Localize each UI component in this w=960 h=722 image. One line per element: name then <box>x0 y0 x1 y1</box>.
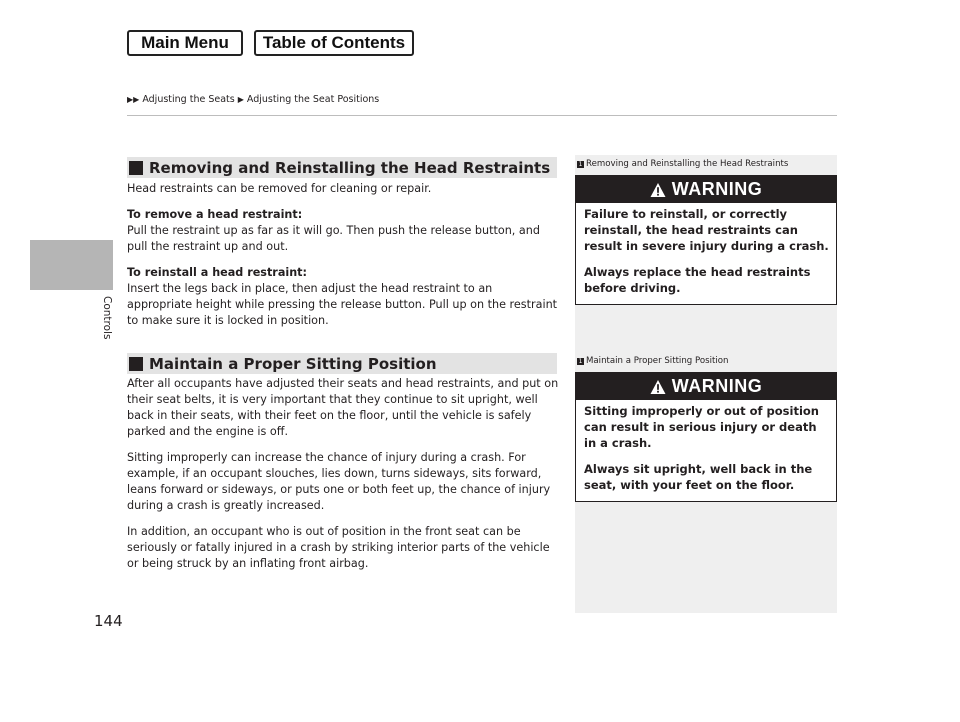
paragraph: Insert the legs back in place, then adjust the head restraint to an appropriate height while pressing the release button. Pull up on the restraint to make sure it is locked in position. <box>127 282 558 327</box>
section-heading <box>127 157 557 178</box>
square-bullet-icon <box>129 161 143 175</box>
note-title <box>577 159 788 169</box>
spacer <box>584 451 830 461</box>
warning-label: WARNING <box>671 179 763 199</box>
warning-text <box>576 400 836 501</box>
warning-text <box>576 203 836 304</box>
warning-box <box>575 175 837 305</box>
paragraph: Sitting improperly can increase the chance of injury during a crash. For example, if an occupant slouches, lies down, turns sideways, sits forward, leans forward or sideways, or puts one or both feet up, the chance of injury during a crash is greatly increased. <box>127 451 551 512</box>
spacer <box>584 254 830 264</box>
warning-line: Always replace the head restraints before driving. <box>584 265 811 295</box>
spacer <box>127 514 559 524</box>
header-divider <box>127 115 837 116</box>
section-body <box>127 376 559 572</box>
triangle-right-icon: ▶ <box>237 95 244 104</box>
subheading: To reinstall a head restraint: <box>127 266 307 279</box>
warning-line: Failure to reinstall, or correctly reinstall, the head restraints can result in severe injury during a crash. <box>584 207 829 253</box>
warning-box <box>575 372 837 502</box>
chapter-tab <box>30 240 113 290</box>
paragraph: Pull the restraint up as far as it will go. Then push the release button, and pull the restraint up and out. <box>127 224 540 253</box>
warning-label: WARNING <box>671 376 763 396</box>
square-bullet-icon <box>129 357 143 371</box>
section-body <box>127 181 559 329</box>
chapter-label: Controls <box>101 296 113 340</box>
warning-triangle-icon <box>650 182 666 198</box>
paragraph: After all occupants have adjusted their seats and head restraints, and put on their seat belts, it is very important that they continue to sit upright, well back in their seats, with their feet on the floor, until the vehicle is safely parked and the engine is off. <box>127 377 559 438</box>
warning-header <box>576 176 836 203</box>
paragraph: Head restraints can be removed for cleaning or repair. <box>127 182 432 195</box>
section-heading <box>127 353 557 374</box>
note-title-text[interactable]: Removing and Reinstalling the Head Restraints <box>586 159 789 169</box>
note-title-text[interactable]: Maintain a Proper Sitting Position <box>586 356 729 366</box>
warning-header <box>576 373 836 400</box>
section-heading-text: Maintain a Proper Sitting Position <box>149 354 437 373</box>
warning-line: Sitting improperly or out of position can result in serious injury or death in a crash. <box>584 404 819 450</box>
breadcrumb <box>127 94 379 105</box>
warning-line: Always sit upright, well back in the seat, with your feet on the floor. <box>584 462 813 492</box>
note-marker-icon: 1 <box>578 357 583 365</box>
spacer <box>127 440 559 450</box>
page-number: 144 <box>94 612 123 630</box>
note-marker-icon: 1 <box>578 160 583 168</box>
warning-triangle-icon <box>650 379 666 395</box>
section-heading-text: Removing and Reinstalling the Head Restraints <box>149 158 551 177</box>
breadcrumb-level2[interactable]: Adjusting the Seat Positions <box>246 94 380 105</box>
note-title <box>577 356 728 366</box>
spacer <box>127 255 559 265</box>
triangle-right-icon: ▶▶ <box>127 95 140 104</box>
subheading: To remove a head restraint: <box>127 208 303 221</box>
spacer <box>127 197 559 207</box>
breadcrumb-level1[interactable]: Adjusting the Seats <box>142 94 235 105</box>
table-of-contents-button[interactable]: Table of Contents <box>254 30 414 56</box>
main-menu-button[interactable]: Main Menu <box>127 30 243 56</box>
paragraph: In addition, an occupant who is out of position in the front seat can be seriously or fatally injured in a crash by striking interior parts of the vehicle or being struck by an inflating front airbag. <box>127 525 550 570</box>
